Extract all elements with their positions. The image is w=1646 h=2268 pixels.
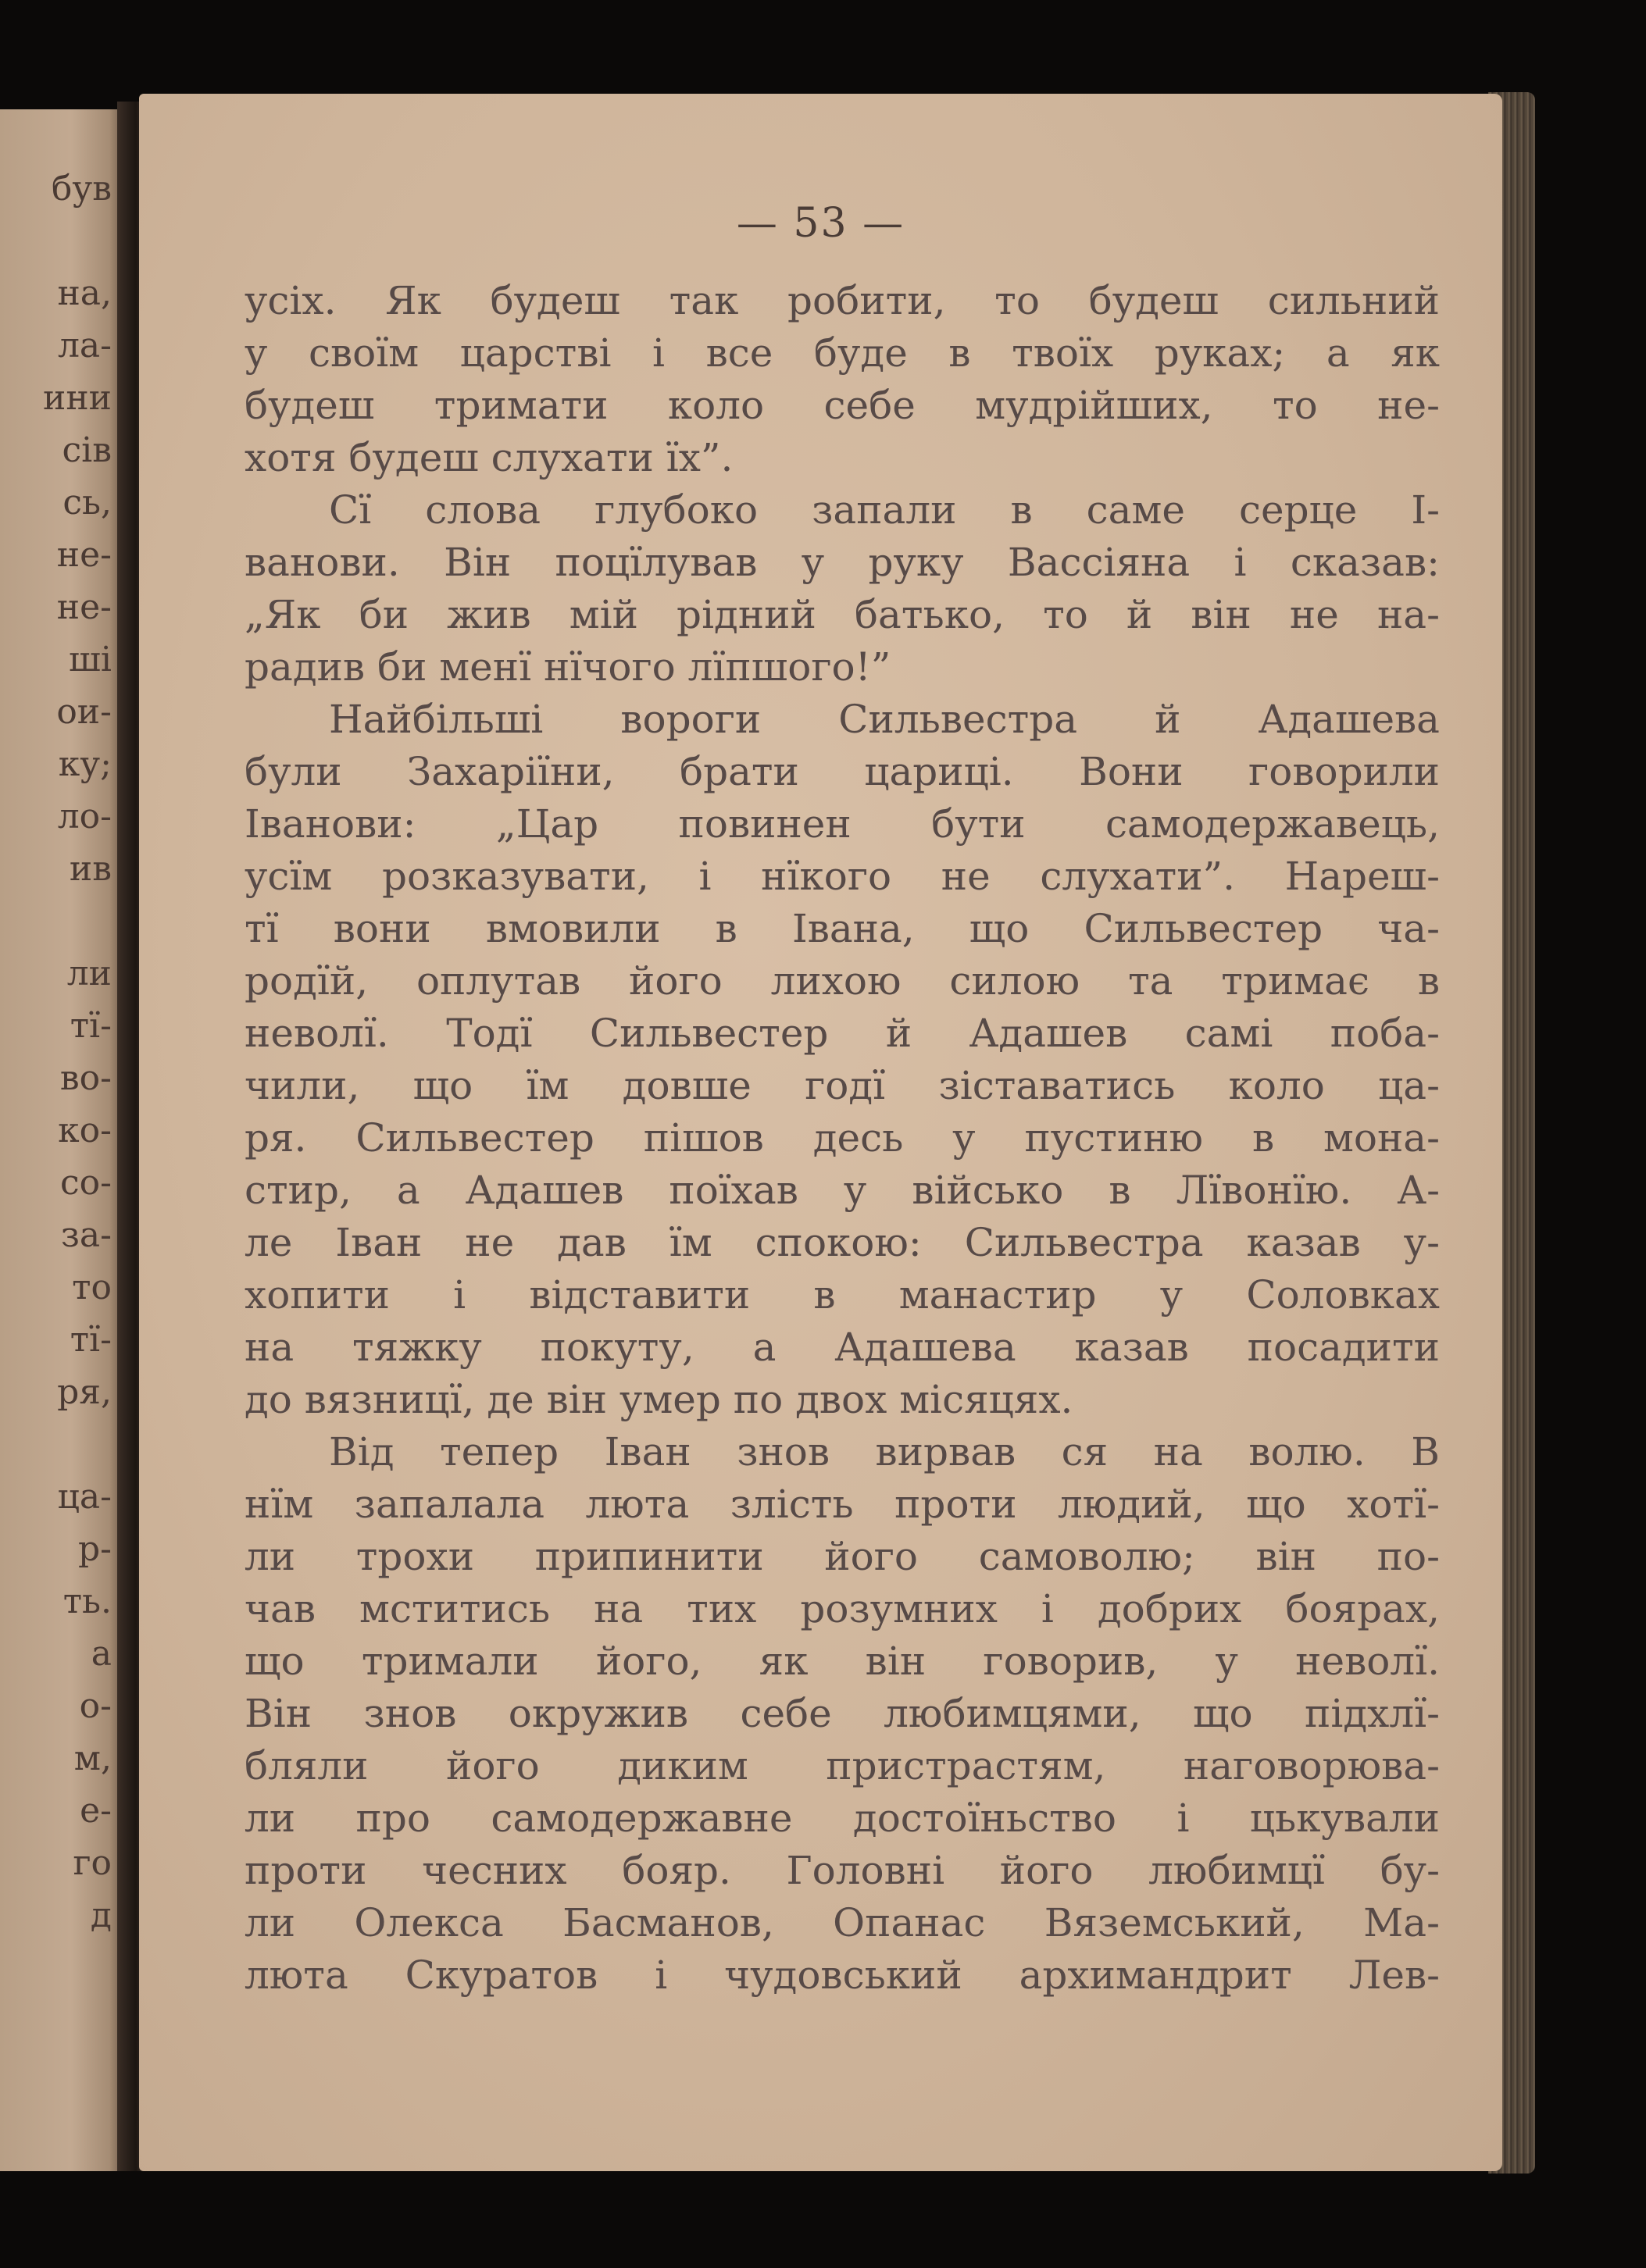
text-line: усіх. Як будеш так робити, то будеш сильний (245, 278, 1440, 323)
left-page-line-end: ло- (57, 797, 112, 836)
text-line: тї вони вмовили в Івана, що Сильвестер ча- (245, 906, 1440, 951)
page-number: — 53 — (736, 200, 905, 247)
left-page-line-end: ші (69, 640, 112, 679)
left-page-line-end: со- (60, 1163, 112, 1203)
text-line: були Захаріїни, брати цариці. Вони говорили (245, 749, 1440, 794)
left-page-line-end: р- (77, 1529, 112, 1569)
left-page-line-end: ив (69, 849, 112, 889)
text-line: Від тепер Іван знов вирвав ся на волю. В (329, 1429, 1440, 1475)
left-page-line-end: сів (62, 430, 112, 470)
left-page-line-end: сь, (62, 483, 112, 522)
left-page-line-end: був (51, 169, 112, 209)
left-page-line-end: тї- (70, 1006, 112, 1046)
left-page-line-end: не- (56, 535, 112, 575)
text-line: ли про самодержавне достоїньство і цькували (245, 1796, 1440, 1841)
left-page-line-end: тї- (70, 1320, 112, 1360)
text-line: на тяжку покуту, а Адашева казав посадити (245, 1325, 1440, 1370)
left-page-line-end: ца- (57, 1477, 112, 1517)
text-line: до вязницї, де він умер по двох місяцях. (245, 1377, 1073, 1422)
left-page-line-end: м, (73, 1738, 112, 1778)
text-line: будеш тримати коло себе мудрійших, то не- (245, 383, 1440, 428)
text-line: люта Скуратов і чудовський архимандрит Лев- (245, 1952, 1440, 1998)
text-line: у своїм царстві і все буде в твоїх руках; а як (245, 330, 1440, 376)
left-page-line-end: за- (60, 1215, 112, 1255)
left-page-line-end: ои- (56, 692, 112, 732)
text-line: хотя будеш слухати їх”. (245, 435, 734, 480)
left-page-line-end: во- (59, 1058, 112, 1098)
text-line: усїм розказувати, і нїкого не слухати”. Нареш- (245, 854, 1440, 899)
right-page (139, 94, 1502, 2171)
text-line: проти чесних бояр. Головні його любимцї бу- (245, 1848, 1440, 1893)
text-line: ли Олекса Басманов, Опанас Вяземський, Ма- (245, 1900, 1440, 1945)
text-line: неволї. Тодї Сильвестер й Адашев самі поба- (245, 1011, 1440, 1056)
text-line: чав мститись на тих розумних і добрих боярах, (245, 1586, 1440, 1631)
text-line: Найбільші вороги Сильвестра й Адашева (329, 697, 1440, 742)
page-text (245, 275, 1440, 2002)
text-line: що тримали його, як він говорив, у неволї. (245, 1639, 1440, 1684)
text-line: бляли його диким пристрастям, наговорюва- (245, 1743, 1440, 1788)
left-page-line-end: ко- (58, 1111, 112, 1150)
text-line: Він знов окружив себе любимцями, що підхлї- (245, 1691, 1440, 1736)
left-page-line-end: а (91, 1634, 112, 1674)
text-line: Іванови: „Цар повинен бути самодержавець, (245, 801, 1440, 847)
text-line: „Як би жив мій рідний батько, то й він не на- (245, 592, 1440, 637)
left-page-line-end: ря, (57, 1372, 112, 1412)
text-line: ле Іван не дав їм спокою: Сильвестра казав у- (245, 1220, 1440, 1265)
left-page-line-end: о- (79, 1686, 112, 1726)
left-page-line-end: не- (56, 587, 112, 627)
text-line: ря. Сильвестер пішов десь у пустиню в мона- (245, 1115, 1440, 1161)
text-line: родїй, оплутав його лихою силою та тримає в (245, 958, 1440, 1004)
text-line: Сї слова глубоко запали в саме серце І- (329, 487, 1440, 533)
left-page (0, 109, 129, 2171)
left-page-line-end: е- (80, 1791, 112, 1831)
left-page-line-end: то (72, 1268, 112, 1307)
text-line: чили, що їм довше годї зіставатись коло ца- (245, 1063, 1440, 1108)
text-line: стир, а Адашев поїхав у військо в Лївонїю. А- (245, 1168, 1440, 1213)
left-page-line-end: ли (66, 954, 112, 993)
left-page-line-end: ку; (58, 744, 112, 784)
left-page-line-end: го (73, 1843, 112, 1883)
text-line: ли трохи припинити його самоволю; він по- (245, 1534, 1440, 1579)
text-line: ванови. Він поцїлував у руку Вассіяна і сказав: (245, 540, 1440, 585)
left-page-line-end: ини (43, 378, 112, 418)
left-page-line-end: д (90, 1895, 112, 1935)
left-page-line-end: ла- (57, 326, 112, 366)
text-line: нїм запалала люта злість проти людий, що хотї- (245, 1482, 1440, 1527)
left-page-line-end: на, (57, 273, 112, 313)
text-line: радив би менї нїчого лїпшого!” (245, 644, 891, 690)
text-line: хопити і відставити в манастир у Соловках (245, 1272, 1440, 1318)
left-page-line-end: ть. (62, 1582, 112, 1621)
